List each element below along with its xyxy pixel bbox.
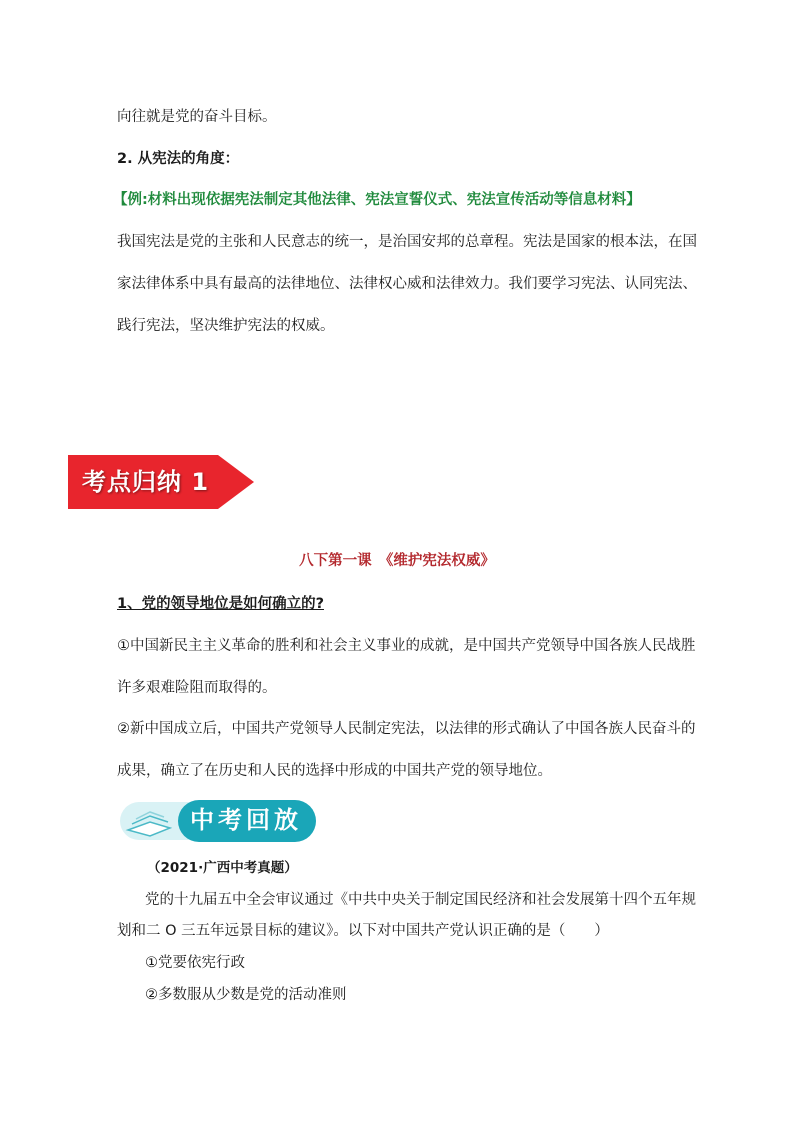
question-heading: 1、党的领导地位是如何确立的? — [117, 596, 324, 612]
review-logo — [120, 800, 316, 842]
section-heading: 2. 从宪法的角度： — [117, 151, 240, 167]
answer-line: 许多艰难险阻而取得的。 — [117, 680, 277, 696]
example-note: 【例:材料出现依据宪法制定其他法律、宪法宣誓仪式、宪法宣传活动等信息材料】 — [113, 192, 641, 208]
question-source: （2021·广西中考真题） — [147, 860, 298, 876]
question-stem: 划和二 O 三五年远景目标的建议》。以下对中国共产党认识正确的是（ ） — [117, 923, 609, 939]
question-stem: 党的十九届五中全会审议通过《中共中央关于制定国民经济和社会发展第十四个五年规 — [145, 892, 696, 908]
banner-label: 考点归纳 1 — [82, 468, 210, 496]
answer-line: ②新中国成立后，中国共产党领导人民制定宪法，以法律的形式确认了中国各族人民奋斗的 — [117, 721, 696, 737]
paragraph-line: 向往就是党的奋斗目标。 — [117, 109, 277, 125]
review-logo-label: 中考回放 — [190, 806, 302, 834]
paragraph-line: 践行宪法，坚决维护宪法的权威。 — [117, 318, 335, 334]
question-option: ①党要依宪行政 — [145, 955, 245, 971]
section-banner — [68, 455, 254, 509]
lesson-title: 八下第一课 《维护宪法权威》 — [299, 553, 495, 569]
answer-line: 成果，确立了在历史和人民的选择中形成的中国共产党的领导地位。 — [117, 763, 552, 779]
answer-line: ①中国新民主主义革命的胜利和社会主义事业的成就，是中国共产党领导中国各族人民战胜 — [117, 638, 696, 654]
question-option: ②多数服从少数是党的活动准则 — [145, 987, 347, 1003]
paragraph-line: 家法律体系中具有最高的法律地位、法律权心威和法律效力。我们要学习宪法、认同宪法、 — [117, 276, 697, 292]
paragraph-line: 我国宪法是党的主张和人民意志的统一，是治国安邦的总章程。宪法是国家的根本法，在国 — [117, 234, 697, 250]
